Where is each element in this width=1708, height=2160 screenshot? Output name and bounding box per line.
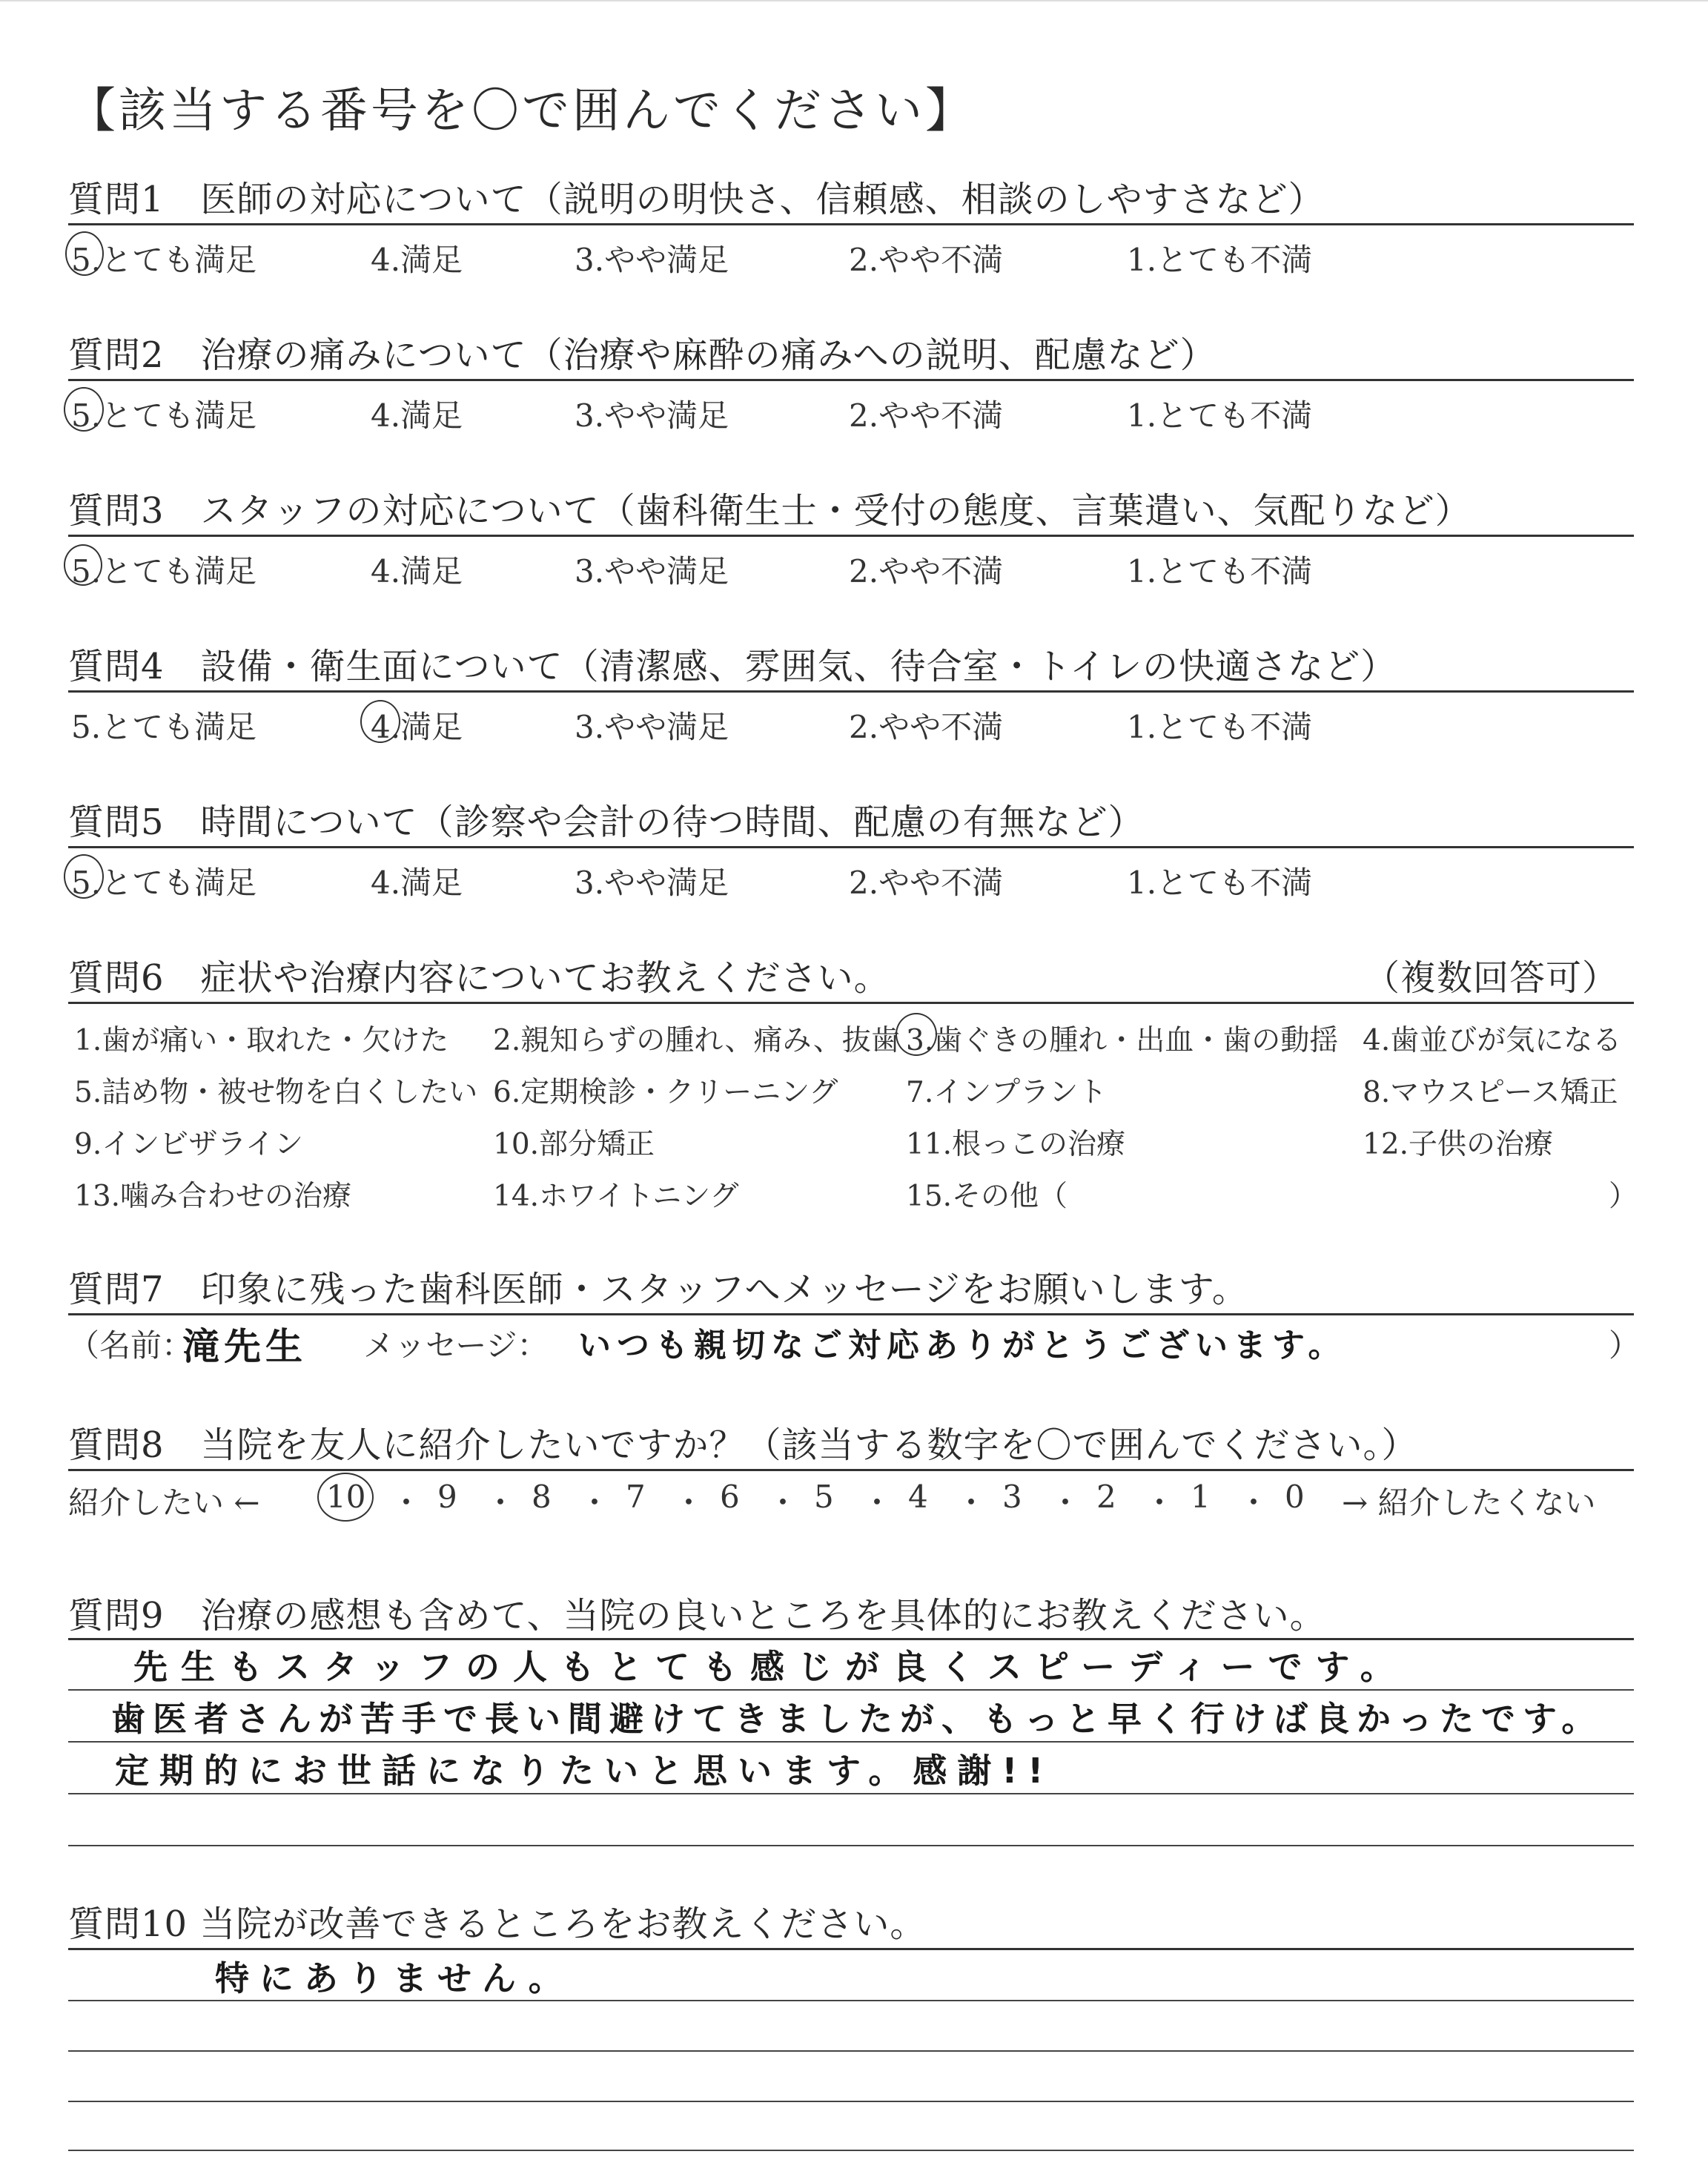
q5-rule: [68, 846, 1634, 848]
q2-option-1[interactable]: 1.とても不満: [1127, 397, 1313, 434]
q9-title: 質問9 治療の感想も含めて、当院の良いところを具体的にお教えください。: [68, 1595, 1326, 1636]
q1-selection-circle: [65, 231, 104, 276]
q4-title: 質問4 設備・衛生面について（清潔感、雰囲気、待合室・トイレの快適さなど）: [68, 646, 1397, 687]
q9-answer-line-3[interactable]: 定期的にお世話になりたいと思います。感謝!!: [115, 1751, 1054, 1791]
q5-option-2[interactable]: 2.やや不満: [849, 865, 1004, 901]
q3-option-1[interactable]: 1.とても不満: [1127, 553, 1313, 589]
q2-option-2[interactable]: 2.やや不満: [849, 397, 1004, 434]
q8-separator: ・: [1238, 1484, 1270, 1521]
q7-close-paren: ）: [1609, 1327, 1641, 1364]
q7-name-value[interactable]: 滝先生: [182, 1325, 307, 1368]
q1-title: 質問1 医師の対応について（説明の明快さ、信頼感、相談のしやすさなど）: [68, 179, 1325, 220]
q8-rule: [68, 1469, 1634, 1471]
q4-option-3[interactable]: 3.やや満足: [575, 709, 729, 745]
q6-rule: [68, 1002, 1634, 1004]
q8-separator: ・: [579, 1484, 611, 1521]
q8-scale-5[interactable]: 5: [814, 1479, 834, 1515]
q6-option-4[interactable]: 4.歯並びが気になる: [1363, 1024, 1622, 1057]
q8-separator: ・: [767, 1484, 799, 1521]
q1-rule: [68, 223, 1634, 225]
q3-option-2[interactable]: 2.やや不満: [849, 553, 1004, 589]
q8-separator: ・: [673, 1484, 705, 1521]
q6-option-1[interactable]: 1.歯が痛い・取れた・欠けた: [74, 1024, 449, 1057]
q6-option-6[interactable]: 6.定期検診・クリーニング: [493, 1076, 838, 1109]
q7-message-value[interactable]: いつも親切なご対応ありがとうございます。: [578, 1327, 1347, 1364]
q3-selection-circle: [64, 544, 102, 586]
q5-option-3[interactable]: 3.やや満足: [575, 865, 729, 901]
q8-scale-2[interactable]: 2: [1096, 1479, 1116, 1515]
q6-other-close-paren: ）: [1609, 1180, 1638, 1213]
q9-answer-line-2[interactable]: 歯医者さんが苦手で長い間避けてきましたが、もっと早く行けば良かったです。: [111, 1699, 1603, 1739]
q8-scale-9[interactable]: 9: [437, 1479, 457, 1515]
q9-answer-line: [68, 1689, 1634, 1691]
q4-option-5[interactable]: 5.とても満足: [71, 709, 257, 745]
q3-option-4[interactable]: 4.満足: [371, 553, 463, 589]
q1-option-3[interactable]: 3.やや満足: [575, 242, 729, 278]
q8-scale-10[interactable]: 10: [326, 1479, 366, 1515]
q6-option-3[interactable]: 3.歯ぐきの腫れ・出血・歯の動揺: [906, 1024, 1339, 1057]
q5-title: 質問5 時間について（診察や会計の待つ時間、配慮の有無など）: [68, 802, 1145, 843]
q8-scale-3[interactable]: 3: [1002, 1479, 1022, 1515]
q2-option-3[interactable]: 3.やや満足: [575, 397, 729, 434]
q2-option-4[interactable]: 4.満足: [371, 397, 463, 434]
q4-option-4[interactable]: 4.満足: [371, 709, 463, 745]
q3-title: 質問3 スタッフの対応について（歯科衛生士・受付の態度、言葉遣い、気配りなど）: [68, 490, 1472, 532]
q8-separator: ・: [391, 1484, 423, 1521]
q5-option-1[interactable]: 1.とても不満: [1127, 865, 1313, 901]
q10-answer-line: [68, 2050, 1634, 2052]
q10-title: 質問10 当院が改善できるところをお教えください。: [68, 1903, 927, 1945]
q8-scale-0[interactable]: 0: [1285, 1479, 1305, 1515]
q2-rule: [68, 379, 1634, 381]
q6-option-14[interactable]: 14.ホワイトニング: [493, 1180, 739, 1213]
q8-scale-7[interactable]: 7: [626, 1479, 646, 1515]
scan-edge: [0, 0, 1708, 1]
q6-option-11[interactable]: 11.根っこの治療: [906, 1128, 1126, 1161]
q3-rule: [68, 535, 1634, 537]
q10-answer-line: [68, 2150, 1634, 2151]
q8-title: 質問8 当院を友人に紹介したいですか？（該当する数字を〇で囲んでください。）: [68, 1424, 1418, 1466]
q9-answer-line: [68, 1793, 1634, 1794]
q10-answer-line: [68, 2101, 1634, 2102]
q7-name-label: （名前：: [68, 1327, 193, 1364]
q10-answer-line-1[interactable]: 特にありません。: [215, 1958, 573, 1998]
q6-option-5[interactable]: 5.詰め物・被せ物を白くしたい: [74, 1076, 478, 1109]
q8-separator: ・: [1144, 1484, 1176, 1521]
q5-option-4[interactable]: 4.満足: [371, 865, 463, 901]
q4-selection-circle: [360, 700, 400, 743]
q9-answer-line: [68, 1741, 1634, 1743]
q1-option-4[interactable]: 4.満足: [371, 242, 463, 278]
q3-option-3[interactable]: 3.やや満足: [575, 553, 729, 589]
q6-option-2[interactable]: 2.親知らずの腫れ、痛み、抜歯: [493, 1024, 900, 1057]
q8-separator: ・: [861, 1484, 893, 1521]
q8-separator: ・: [956, 1484, 987, 1521]
q9-answer-line-1[interactable]: 先生もスタッフの人もとても感じが良くスピーディーです。: [133, 1647, 1408, 1687]
q6-option-13[interactable]: 13.噛み合わせの治療: [74, 1180, 352, 1213]
q6-title: 質問6 症状や治療内容についてお教えください。: [68, 957, 890, 999]
q2-option-5[interactable]: 5.とても満足: [71, 397, 257, 434]
q6-option-12[interactable]: 12.子供の治療: [1363, 1128, 1554, 1161]
q10-rule: [68, 1948, 1634, 1950]
q5-option-5[interactable]: 5.とても満足: [71, 865, 257, 901]
q6-selection-circle: [896, 1013, 937, 1056]
q3-option-5[interactable]: 5.とても満足: [71, 553, 257, 589]
q8-separator: ・: [1050, 1484, 1082, 1521]
q1-option-1[interactable]: 1.とても不満: [1127, 242, 1313, 278]
q8-right-label: → 紹介したくない: [1342, 1484, 1596, 1521]
q8-selection-circle: [317, 1473, 374, 1522]
q8-separator: ・: [485, 1484, 517, 1521]
q8-scale-1[interactable]: 1: [1191, 1479, 1211, 1515]
q6-multi-note: （複数回答可）: [1364, 957, 1619, 999]
q9-answer-line: [68, 1845, 1634, 1846]
q6-option-8[interactable]: 8.マウスピース矯正: [1363, 1076, 1618, 1109]
q2-title: 質問2 治療の痛みについて（治療や麻酔の痛みへの説明、配慮など）: [68, 334, 1217, 376]
q6-option-10[interactable]: 10.部分矯正: [493, 1128, 655, 1161]
q6-option-15[interactable]: 15.その他（: [906, 1180, 1068, 1213]
q4-option-2[interactable]: 2.やや不満: [849, 709, 1004, 745]
q6-option-9[interactable]: 9.インビザライン: [74, 1128, 304, 1161]
q2-selection-circle: [64, 387, 104, 432]
q8-scale-8[interactable]: 8: [532, 1479, 552, 1515]
q8-left-label: 紹介したい ←: [68, 1484, 260, 1521]
q1-option-2[interactable]: 2.やや不満: [849, 242, 1004, 278]
q1-option-5[interactable]: 5.とても満足: [71, 242, 257, 278]
q4-option-1[interactable]: 1.とても不満: [1127, 709, 1313, 745]
form-header: 【該当する番号を〇で囲んでください】: [68, 84, 976, 139]
q6-option-7[interactable]: 7.インプラント: [906, 1076, 1108, 1109]
q7-title: 質問7 印象に残った歯科医師・スタッフへメッセージをお願いします。: [68, 1269, 1248, 1310]
q8-scale-6[interactable]: 6: [720, 1479, 740, 1515]
q7-rule: [68, 1313, 1634, 1315]
q4-rule: [68, 690, 1634, 693]
q7-message-label: メッセージ：: [363, 1327, 549, 1364]
q8-scale-4[interactable]: 4: [908, 1479, 928, 1515]
q5-selection-circle: [64, 854, 104, 899]
